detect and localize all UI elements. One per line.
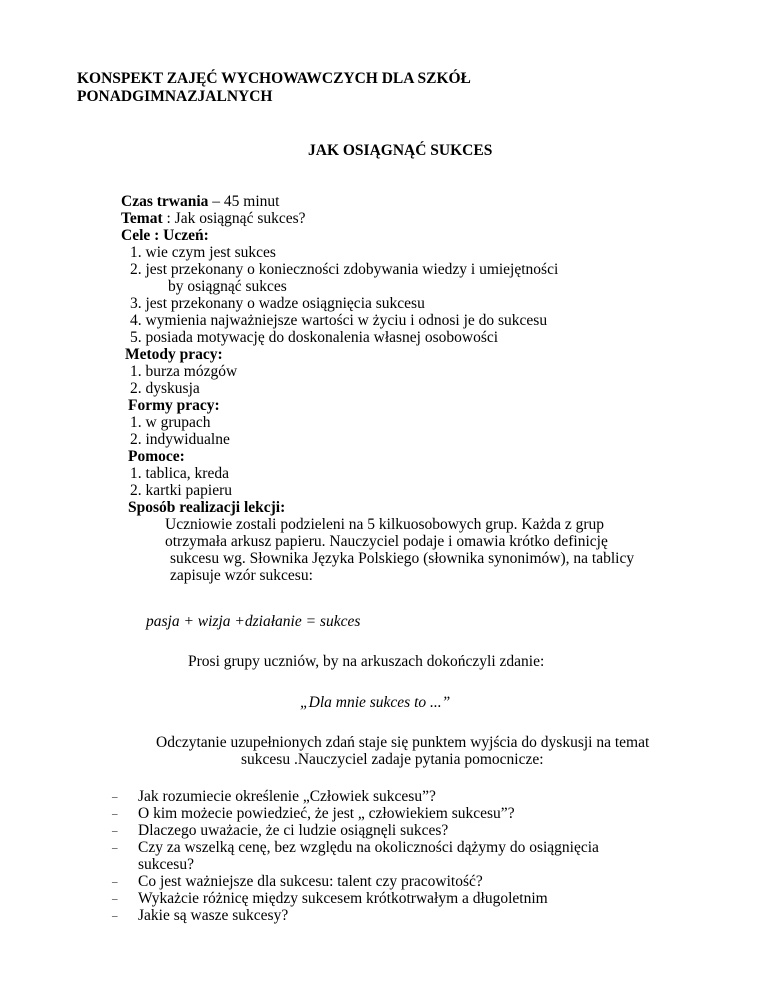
procedure-label: Sposób realizacji lekcji: — [128, 499, 286, 516]
procedure-paragraph-line: Uczniowie zostali podzieleni na 5 kilkuosobowych grup. Każda z grup — [165, 516, 605, 533]
page-title: JAK OSIĄGNĄĆ SUKCES — [308, 142, 493, 159]
aids-label: Pomoce: — [128, 448, 185, 465]
question-item: O kim możecie powiedzieć, że jest „ człowiekiem sukcesu”? — [138, 805, 515, 822]
goal-item: 5. posiada motywację do doskonalenia własnej osobowości — [130, 329, 499, 346]
procedure-paragraph-line: zapisuje wzór sukcesu: — [170, 567, 313, 584]
question-item-continuation: sukcesu? — [138, 856, 194, 873]
dash-bullet-icon: – — [112, 876, 118, 888]
method-item: 1. burza mózgów — [130, 363, 238, 380]
goal-item: 2. jest przekonany o konieczności zdobywania wiedzy i umiejętności — [130, 261, 559, 278]
discussion-intro-line: sukcesu .Nauczyciel zadaje pytania pomocnicze: — [241, 751, 544, 768]
dash-bullet-icon: – — [112, 893, 118, 905]
success-formula: pasja + wizja +działanie = sukces — [146, 613, 361, 630]
methods-label: Metody pracy: — [125, 346, 223, 363]
topic-value: : Jak osiągnąć sukces? — [162, 210, 306, 227]
dash-bullet-icon: – — [112, 808, 118, 820]
document-header-line-1: KONSPEKT ZAJĘĆ WYCHOWAWCZYCH DLA SZKÓŁ — [77, 70, 471, 87]
goal-item-continuation: by osiągnąć sukces — [168, 278, 287, 295]
topic-label: Temat — [121, 210, 163, 227]
dash-bullet-icon: – — [112, 791, 118, 803]
dash-bullet-icon: – — [112, 910, 118, 922]
duration-value: – 45 minut — [208, 193, 280, 210]
aid-item: 2. kartki papieru — [130, 482, 233, 499]
goal-item: 4. wymienia najważniejsze wartości w życiu i odnosi je do sukcesu — [130, 312, 548, 329]
goal-item: 1. wie czym jest sukces — [130, 244, 276, 261]
duration-label: Czas trwania — [121, 193, 209, 210]
form-item: 1. w grupach — [130, 414, 211, 431]
question-item: Co jest ważniejsze dla sukcesu: talent czy pracowitość? — [138, 873, 483, 890]
aid-item: 1. tablica, kreda — [130, 465, 229, 482]
question-item: Dlaczego uważacie, że ci ludzie osiągnęli sukces? — [138, 822, 449, 839]
question-item: Jakie są wasze sukcesy? — [138, 907, 289, 924]
dash-bullet-icon: – — [112, 825, 118, 837]
question-item: Czy za wszelką cenę, bez względu na okoliczności dążymy do osiągnięcia — [138, 839, 599, 856]
forms-label: Formy pracy: — [128, 397, 220, 414]
topic-line — [121, 210, 306, 228]
duration-line — [121, 193, 279, 211]
question-item: Jak rozumiecie określenie „Człowiek sukcesu”? — [138, 788, 436, 805]
question-item: Wykażcie różnicę między sukcesem krótkotrwałym a długoletnim — [138, 890, 548, 907]
procedure-paragraph-line: otrzymała arkusz papieru. Nauczyciel podaje i omawia krótko definicję — [165, 533, 608, 550]
sentence-prompt-quote: „Dla mnie sukces to ...” — [300, 694, 451, 711]
discussion-intro-line: Odczytanie uzupełnionych zdań staje się punktem wyjścia do dyskusji na temat — [156, 734, 650, 751]
group-instruction: Prosi grupy uczniów, by na arkuszach dokończyli zdanie: — [188, 653, 545, 670]
method-item: 2. dyskusja — [130, 380, 200, 397]
dash-bullet-icon: – — [112, 842, 118, 854]
document-header-line-2: PONADGIMNAZJALNYCH — [77, 88, 273, 105]
goal-item: 3. jest przekonany o wadze osiągnięcia sukcesu — [130, 295, 425, 312]
procedure-paragraph-line: sukcesu wg. Słownika Języka Polskiego (słownika synonimów), na tablicy — [170, 550, 635, 567]
form-item: 2. indywidualne — [130, 431, 230, 448]
goals-label: Cele : Uczeń: — [121, 227, 209, 244]
